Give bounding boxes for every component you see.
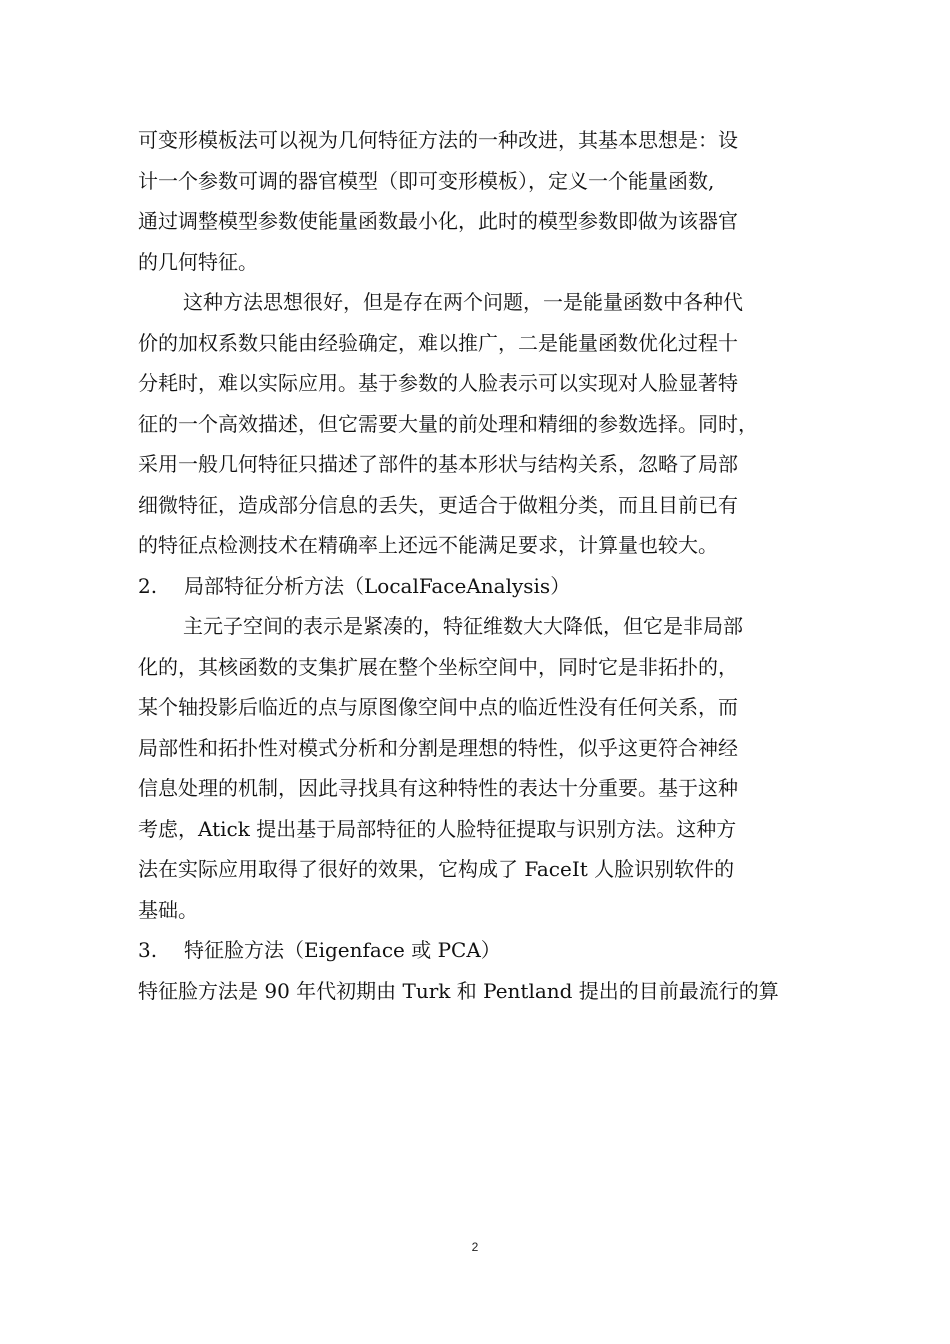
text-line: 的特征点检测技术在精确率上还远不能满足要求，计算量也较大。	[138, 533, 718, 557]
section-number: 3.	[138, 938, 158, 962]
section-title: 特征脸方法（Eigenface 或 PCA）	[184, 938, 501, 962]
text-line: 基础。	[138, 897, 198, 922]
section-heading	[138, 566, 824, 607]
text-line: 这种方法思想很好，但是存在两个问题，一是能量函数中各种代	[183, 290, 743, 314]
text-line: 采用一般几何特征只描述了部件的基本形状与结构关系，忽略了局部	[138, 452, 738, 476]
text-line: 的几何特征。	[138, 249, 258, 274]
text-line: 价的加权系数只能由经验确定，难以推广，二是能量函数优化过程十	[138, 330, 738, 355]
page-number: 2	[471, 1240, 479, 1254]
text-line: 计一个参数可调的器官模型（即可变形模板），定义一个能量函数,	[138, 168, 715, 193]
text-line: 特征脸方法是 90 年代初期由 Turk 和 Pentland 提出的目前最流行的算	[138, 978, 779, 1003]
text-line: 可变形模板法可以视为几何特征方法的一种改进，其基本思想是：设	[138, 128, 738, 152]
text-line: 化的，其核函数的支集扩展在整个坐标空间中，同时它是非拓扑的，	[138, 654, 738, 679]
text-line: 主元子空间的表示是紧凑的，特征维数大大降低，但它是非局部	[183, 614, 743, 638]
body-text	[138, 120, 824, 1011]
text-line: 局部性和拓扑性对模式分析和分割是理想的特性，似乎这更符合神经	[138, 735, 738, 760]
text-line: 考虑，Atick 提出基于局部特征的人脸特征提取与识别方法。这种方	[138, 816, 737, 841]
text-line: 法在实际应用取得了很好的效果，它构成了 FaceIt 人脸识别软件的	[138, 857, 735, 881]
section-title: 局部特征分析方法（LocalFaceAnalysis）	[184, 573, 571, 598]
text-line: 分耗时，难以实际应用。基于参数的人脸表示可以实现对人脸显著特	[138, 371, 738, 395]
section-heading	[138, 930, 824, 971]
text-line: 信息处理的机制，因此寻找具有这种特性的表达十分重要。基于这种	[138, 776, 738, 800]
text-line: 某个轴投影后临近的点与原图像空间中点的临近性没有任何关系，而	[138, 695, 738, 719]
text-line: 通过调整模型参数使能量函数最小化，此时的模型参数即做为该器官	[138, 209, 738, 233]
text-line: 征的一个高效描述，但它需要大量的前处理和精细的参数选择。同时，	[138, 411, 758, 436]
section-number: 2.	[138, 573, 158, 598]
text-line: 细微特征，造成部分信息的丢失，更适合于做粗分类，而且目前已有	[138, 492, 738, 517]
